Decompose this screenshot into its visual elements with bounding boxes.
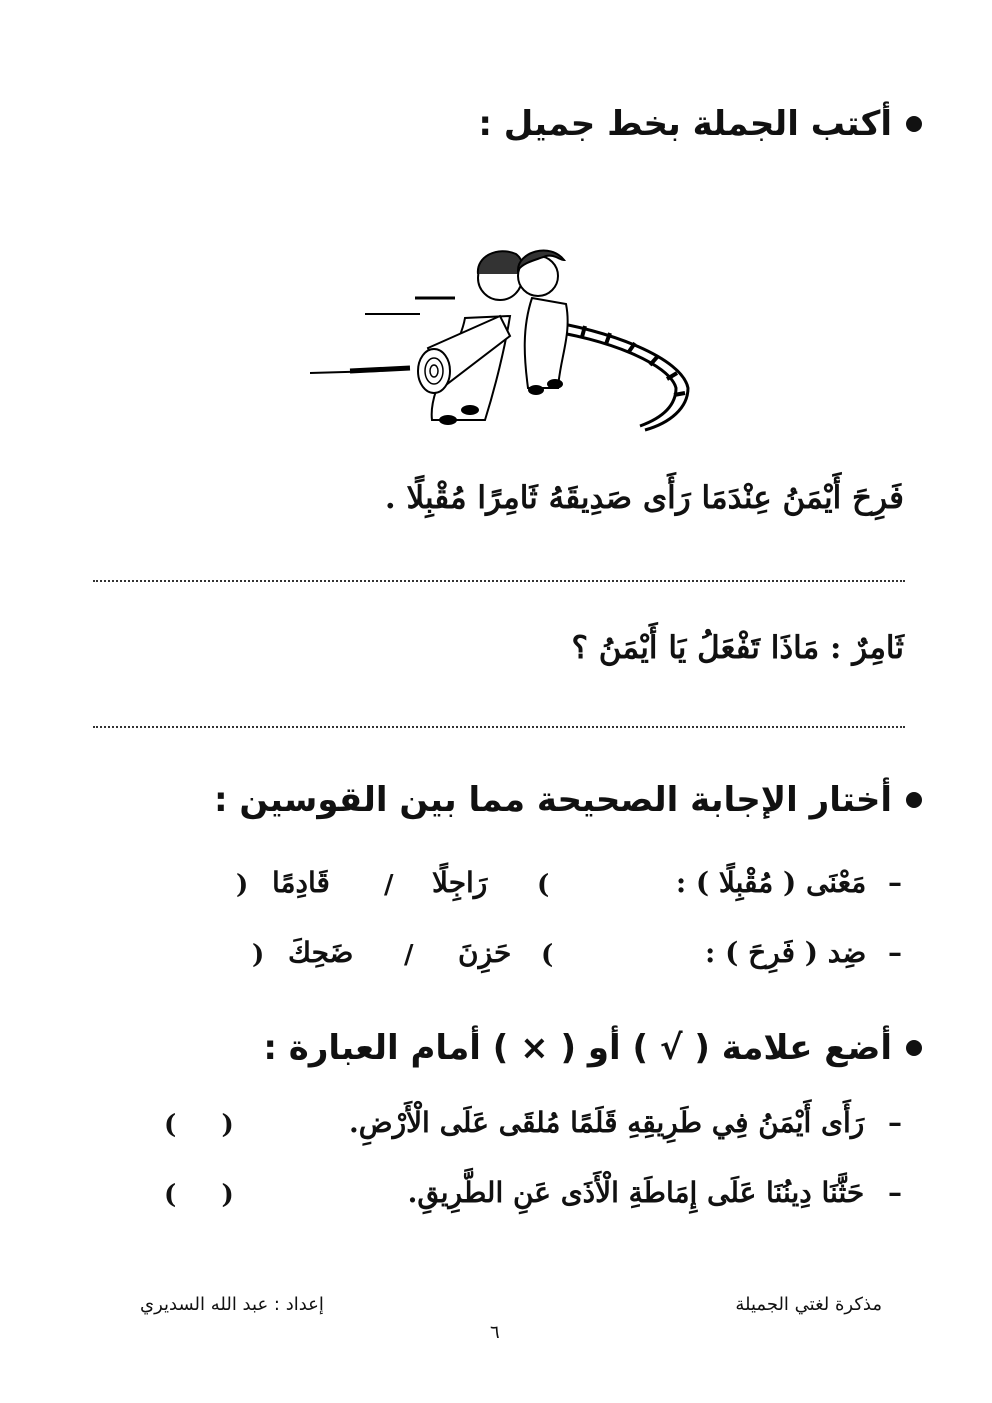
- question-prompt: ضِد ( فَرِحَ ) :: [705, 936, 867, 969]
- statement-text: حَثَّنَا دِينُنَا عَلَى إِمَاطَةِ الْأَذَى عَنِ الطَّرِيقِ.: [407, 1176, 865, 1209]
- question-meaning: [676, 866, 902, 899]
- heading-text: أختار الإجابة الصحيحة مما بين القوسين :: [213, 780, 892, 820]
- dash: –: [888, 1176, 902, 1209]
- section-heading-choose: [214, 780, 922, 820]
- option-hazina[interactable]: حَزِنَ: [458, 936, 512, 969]
- open-paren: (: [541, 940, 554, 970]
- page-number: ٦: [490, 1322, 500, 1343]
- writing-line-one[interactable]: [93, 580, 905, 582]
- sentence-two: ثَامِرٌ : مَاذَا تَفْعَلُ يَا أَيْمَنُ ؟: [571, 630, 904, 666]
- heading-text: أضع علامة ( √ ) أو ( × ) أمام العبارة :: [263, 1028, 892, 1068]
- close-paren: ): [252, 940, 265, 970]
- dash: –: [888, 1106, 902, 1139]
- dash: –: [888, 866, 902, 899]
- bullet-icon: [906, 792, 922, 808]
- answer-box-one[interactable]: ( ): [164, 1110, 234, 1140]
- option-qadiman[interactable]: قَادِمًا: [272, 866, 330, 899]
- footer-title: مذكرة لغتي الجميلة: [735, 1294, 882, 1315]
- heading-text: أكتب الجملة بخط جميل :: [478, 104, 892, 144]
- option-separator: /: [384, 870, 394, 900]
- sentence-one: فَرِحَ أَيْمَنُ عِنْدَمَا رَأَى صَدِيقَهُ ثَامِرًا مُقْبِلًا .: [384, 480, 904, 516]
- statement-text: رَأَى أَيْمَنُ فِي طَرِيقِهِ قَلَمًا مُلقَى عَلَى الْأَرْضِ.: [348, 1106, 865, 1139]
- writing-line-two[interactable]: [93, 726, 905, 728]
- bullet-icon: [906, 1040, 922, 1056]
- option-separator: /: [404, 940, 414, 970]
- close-paren: ): [236, 870, 249, 900]
- question-prompt: مَعْنَى ( مُقْبِلًا ) :: [675, 866, 867, 899]
- statement-two: [408, 1176, 902, 1209]
- option-rajilan[interactable]: رَاجِلًا: [432, 866, 488, 899]
- dash: –: [888, 936, 902, 969]
- bullet-icon: [906, 116, 922, 132]
- section-heading-write: [478, 104, 922, 144]
- open-paren: (: [537, 870, 550, 900]
- footer-author: إعداد : عبد الله السديري: [140, 1294, 324, 1315]
- option-dahika[interactable]: ضَحِكَ: [288, 936, 354, 969]
- answer-box-two[interactable]: ( ): [164, 1180, 234, 1210]
- statement-one: [349, 1106, 902, 1139]
- question-opposite: [705, 936, 902, 969]
- boys-carrying-log-illustration: [310, 238, 690, 433]
- section-heading-mark: [263, 1028, 922, 1068]
